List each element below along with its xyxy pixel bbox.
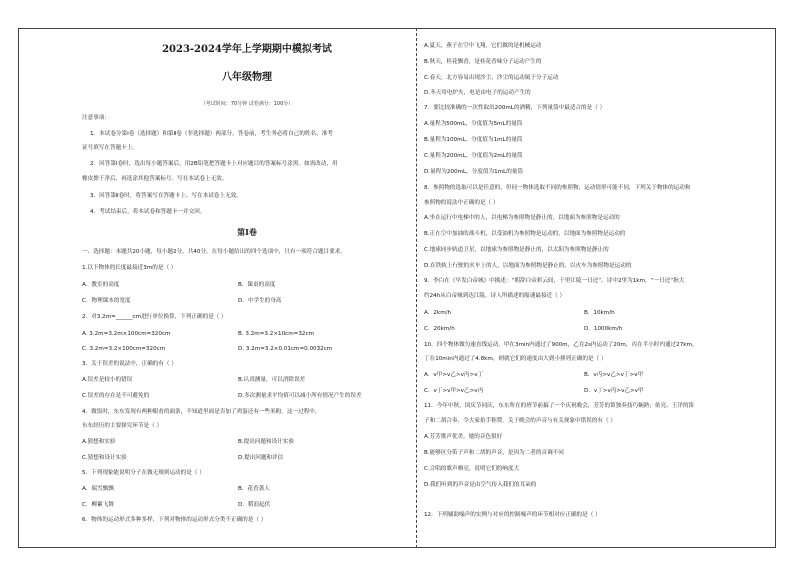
question-4-line1: 4．做饭时，东东发现有两种眼看的面条，不知道里面是否加了鸡蛋还有一些米粉。这一过程中， [82,409,321,415]
exam-meta: （考试时间：70分钟 试卷满分：100分） [200,101,294,107]
notice-item-2a: 2．回答第Ⅰ卷时，选出每小题答案后，用2B铅笔把答题卡上对应题目的答案标号涂黑。如需改动，用 [90,161,338,167]
question-6: 6．物体的运动形式多种多样，下列对物体的运动形式分类不正确的是（ ） [82,517,267,523]
q5-option-b: B．花香袭人 [238,486,270,492]
notice-item-2b: 橡皮擦干净后，再选涂其他答案标号。写在本试卷上无效。 [82,176,228,182]
q7-option-b: B.量程为100mL，分度值为1mL的量筒 [424,137,523,143]
q8-option-b: B.正在空中加油的战斗机，以受油机为参照物是运动的，以地面为参照物是运动的 [424,231,626,237]
question-10-line2: 丁在10min内通过了4.8km，则就它们的速度由大到小排列正确的是（ ） [424,356,607,362]
subject-title: 八年级物理 [222,72,272,83]
q1-option-a: A．教室的高度 [82,282,120,288]
question-4-line2: 东东经历的主要探究环节是（ ） [82,423,163,429]
q4-option-a: A.猜想和实验 [82,439,116,445]
section-instructions: 一、选择题：本题共20小题，每小题2分，共40分。在每小题给出的四个选项中，只有一项符合题目要求。 [82,249,346,255]
notice-item-4: 4．考试结束后，将本试卷和答题卡一并交回。 [90,209,206,215]
q6-option-a: A.夏天，燕子在空中飞翔，它们做的是机械运动 [424,43,542,49]
question-8-line1: 8．参照物的选取可以是任意的，但同一物体选取不同的参照物，运动情形可能不同，下列关于物体的运动和 [424,185,691,191]
q9-option-d: D．1000km/h [584,326,623,332]
q4-option-b: B.提出问题和设计实验 [238,439,294,445]
q1-option-d: D．中学生的身高 [238,298,282,304]
question-7: 7．要比较准确的一次性取出200mL的酒精，下列量筒中最适合的是（ ） [424,105,606,111]
q2-option-c: C. 3.2m=3.2×100cm=320cm [82,346,166,352]
q11-option-d: D.我们听到的声音是由空气传入我们的耳朵的 [424,482,537,488]
question-5: 5．下列现象能说明分子在做无规则运动的是（ ） [82,470,205,476]
q2-option-b: B. 3.2m=3.2×10cm=32cm [238,331,314,337]
notice-item-3: 3．回答第Ⅱ卷时，将答案写在答题卡上。写在本试卷上无效。 [90,193,242,199]
section-title: 第Ⅰ卷 [237,227,257,237]
question-3: 3．关于误差的说法中，正确的有（ ） [82,361,177,367]
question-11-line1: 11．今年中秋，国庆节同庆，东东所在的班节前搞了一个庆祝晚会，芳芳的笛独奏技巧娴熟；依亮、王洋的笛 [424,403,695,409]
q10-option-c: C．v丁>v甲>v乙>v丙 [424,388,484,394]
q1-option-c: C．物理课本的宽度 [82,298,131,304]
question-12: 12．下列辅助噪声的实例与对应的控制噪声的环节相对应正确的是（ ） [424,512,601,518]
q10-option-d: D．v丁>v丙>v乙>v甲 [584,388,644,394]
q6-option-b: B.秋天，桂花飘香，是桂花香味分子运动产生的 [424,59,542,65]
q1-option-b: B．课桌的高度 [238,282,276,288]
notice-heading: 注意事项： [82,115,110,121]
question-8-line2: 参照物的说法中正确的是（ ） [424,200,499,206]
q5-option-d: D．稻浪起伏 [238,502,271,508]
q4-option-c: C.猜想和设计实验 [82,455,127,461]
q7-option-a: A.量程为500mL，分度值为5mL的量筒 [424,121,523,127]
q5-option-c: C．柳絮飞舞 [82,502,114,508]
question-9-line2: 约24h从白帝城到达江陵。诗人所描述的船速最接近（ ） [424,293,566,299]
q11-option-a: A.芳芳歌声优美，她的音色很好 [424,434,503,440]
q10-option-a: A．v甲>v乙>v丙>v丁 [424,372,484,378]
q11-option-c: C.合唱的歌声嘹亮，说明它们的响度大 [424,466,520,472]
q11-option-b: B.能够区分笛子声和二胡的声音，是因为二者的音调不同 [424,450,564,456]
q6-option-c: C.春天，北方容易出现沙尘，沙尘的运动属于分子运动 [424,75,559,81]
question-1: 1.以下物体的长度最接近3m的是（ ） [82,265,177,271]
q8-option-d: D.在铁轨上行驶的火车上的人，以地面为参照物是静止的，以火车为参照物是运动的 [424,263,632,269]
question-9-line1: 9．李白在《早发白帝城》中描述：“朝辞白帝彩云间，千里江陵一日还”。诗中2里为1km，“一日还”指大 [424,278,685,284]
q5-option-a: A．瑞雪飘飘 [82,486,114,492]
question-2: 2．对3.2m=______cm进行单位换算，下列正确的是（ ） [82,314,227,320]
q9-option-a: A．2km/h [424,310,452,316]
q2-option-a: A. 3.2m=3.2m×100cm=320cm [82,331,171,337]
q4-option-d: D.提出问题和评估 [238,455,284,461]
q10-option-b: B．v丙>v乙>v丁>v甲 [584,372,644,378]
q7-option-c: C.量程为200mL，分度值为2mL的量筒 [424,153,523,159]
q6-option-d: D.冬天用电炉火，电是由电子的运动产生的 [424,90,531,96]
column-divider [416,28,417,548]
q3-option-d: D.多次测量求平均值可以减小所有情况产生的误差 [238,393,362,399]
q2-option-d: D. 3.2m=3.2×0.01cm=0.0032cm [238,346,333,352]
notice-item-1b: 证号填写在答题卡上。 [82,145,138,151]
q9-option-c: C．20km/h [424,326,455,332]
q3-option-b: B.认真测量，可以消除误差 [238,377,306,383]
q8-option-a: A.坐在运行中电梯中的人，以电梯为参照物是静止的，以地面为参照物是运动的 [424,215,620,221]
q8-option-c: C.地球同步轨道卫星，以地球为参照物是静止的，以太阳为参照物是静止的 [424,247,609,253]
question-11-line2: 子和二胡合奏，令大家拍手称赞。关于晚会的声音与有关现象中错误的有（ ） [424,418,616,424]
q7-option-d: D.量程为200mL，分度值为1mL的量筒 [424,169,523,175]
question-10-line1: 10．四个物体做匀速直线运动，甲在3min内通过了900m，乙在2s内运动了20m，丙在半小时内通过27km， [424,342,698,348]
notice-item-1a: 1．本试卷分第Ⅰ卷（选择题）和第Ⅱ卷（非选择题）两部分。答卷前，考生务必将自己的姓名、准考 [90,131,333,137]
q3-option-a: A.误差是较小的错误 [82,377,133,383]
q9-option-b: B．10km/h [584,310,615,316]
exam-title: 2023-2024学年上学期期中模拟考试 [162,44,332,55]
q3-option-c: C.误差的存在是不可避免的 [82,393,150,399]
